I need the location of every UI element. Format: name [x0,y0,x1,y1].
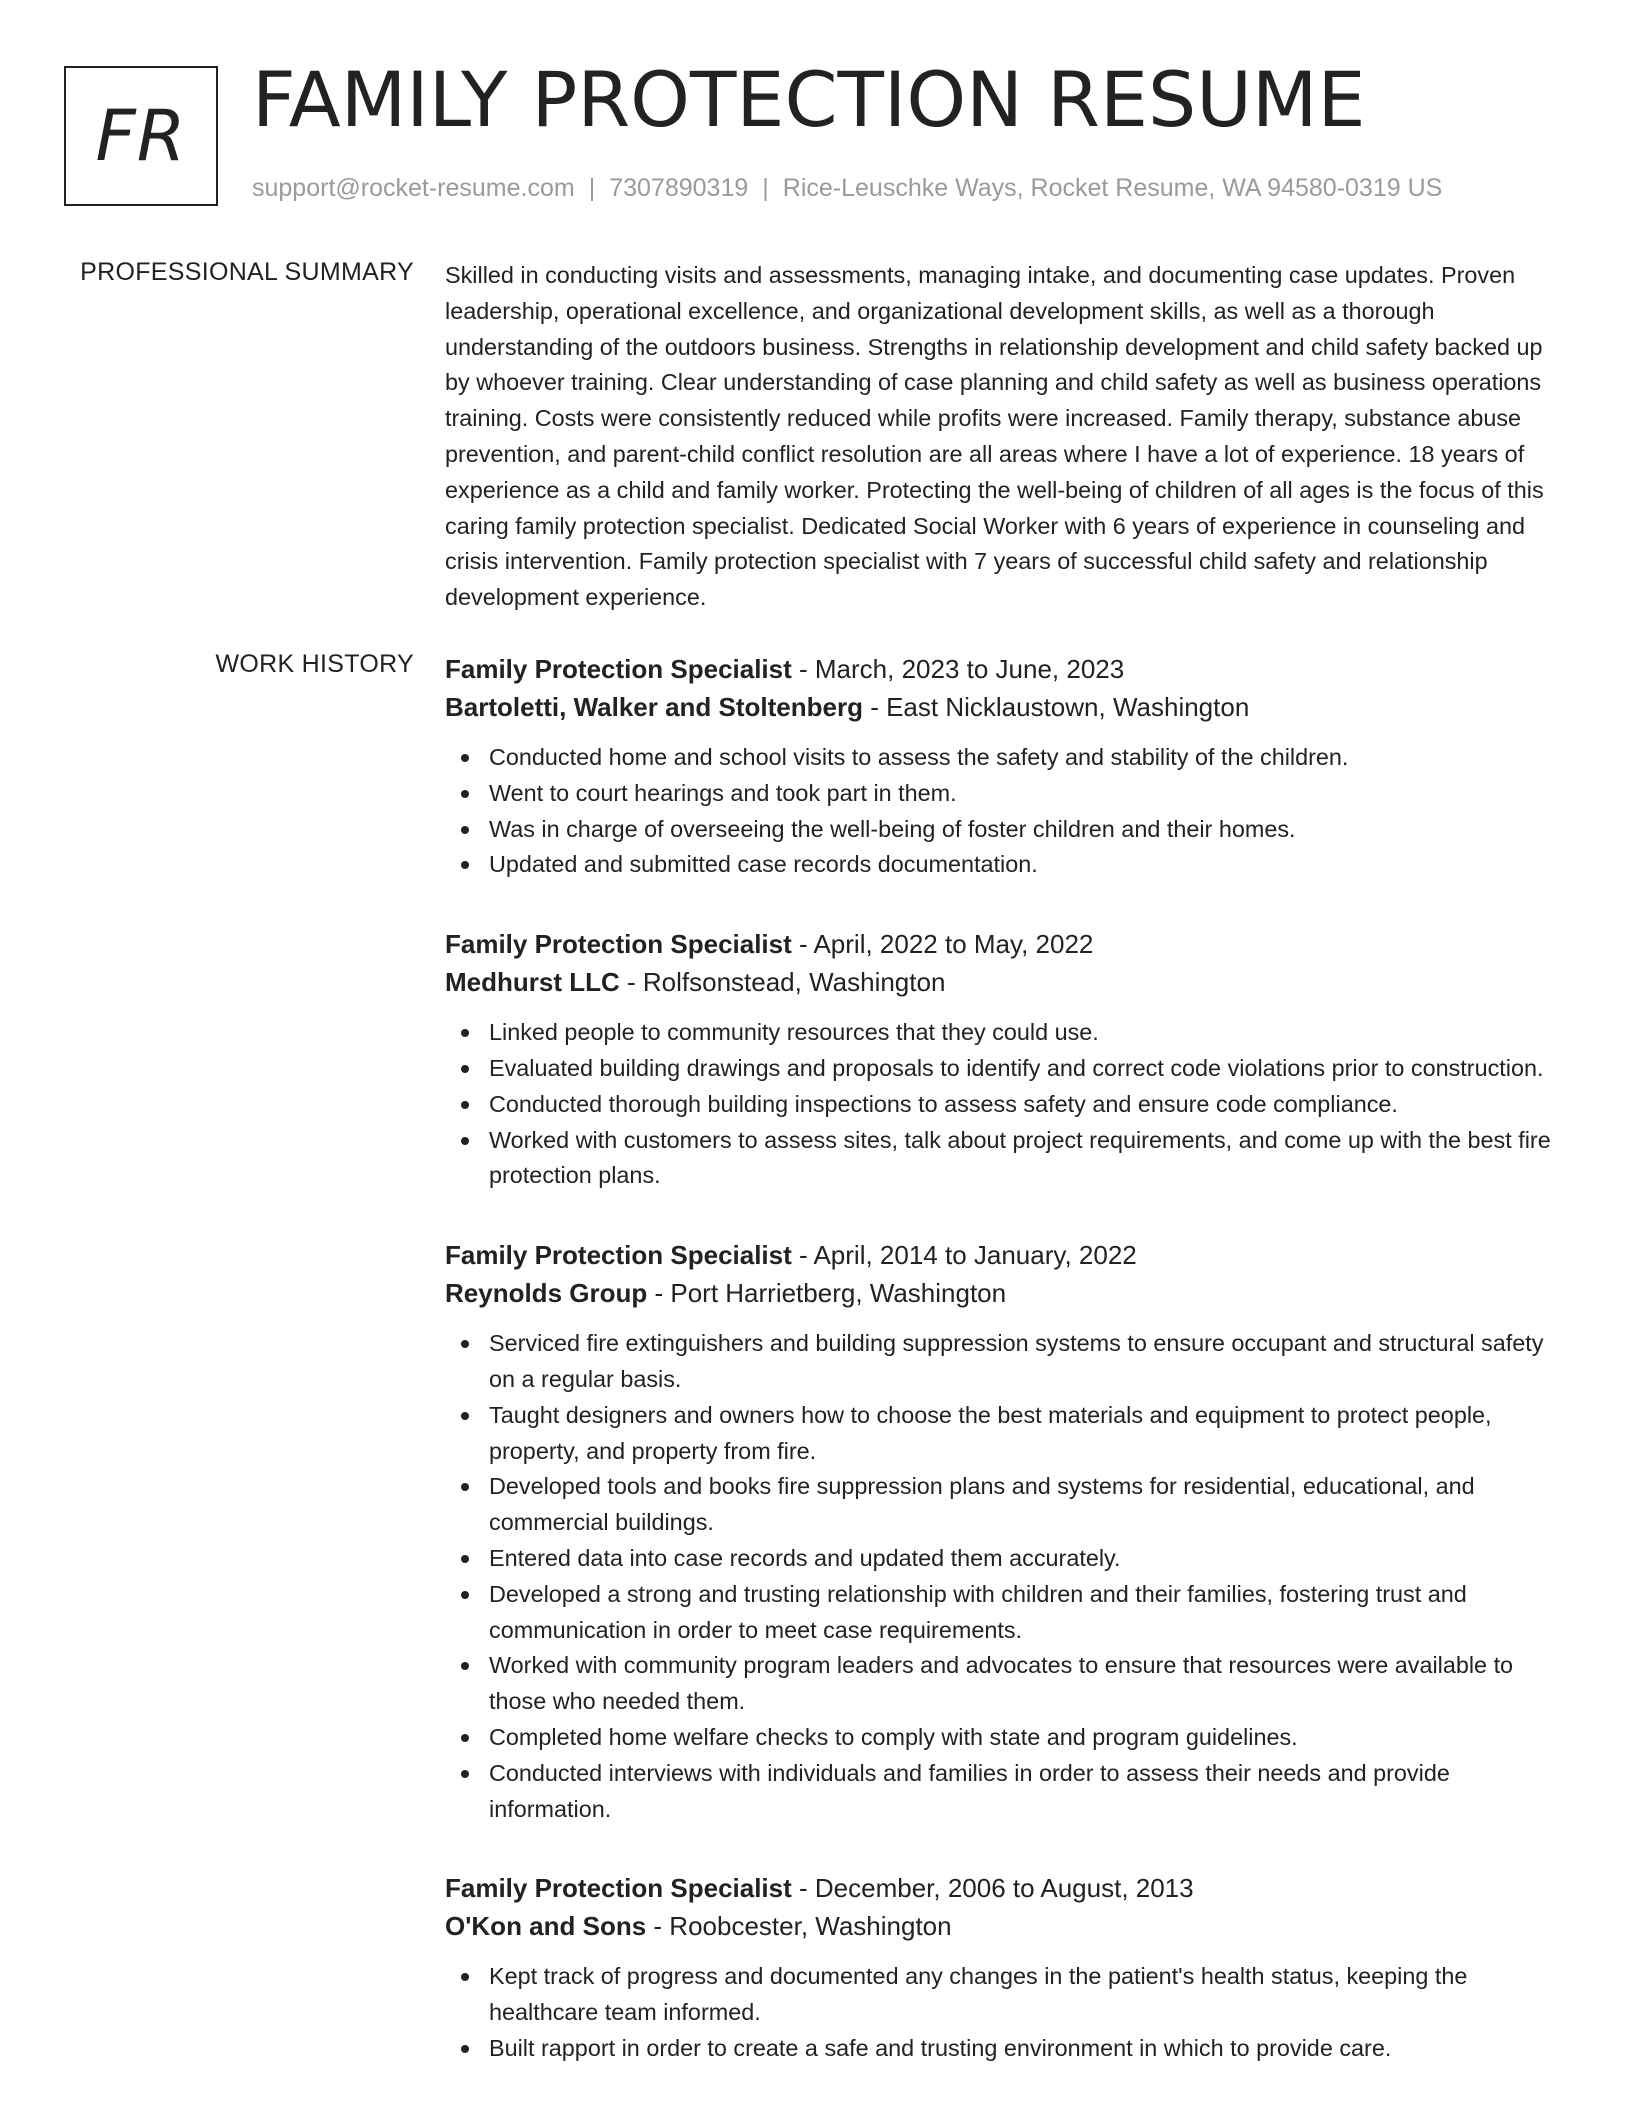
job-bullet [445,776,1563,812]
job-dates: - December, 2006 to August, 2013 [791,1873,1194,1904]
bullet-dot-icon [461,1734,469,1742]
job-bullet-text: Updated and submitted case records documentation. [489,851,1038,878]
contact-separator: | [762,174,769,202]
job-bullet-list [445,1326,1563,1827]
job-bullet-text: Conducted interviews with individuals and families in order to assess their needs and provide information. [489,1759,1450,1822]
job-bullet-list [445,740,1563,883]
job-company: Medhurst LLC [445,967,620,998]
job-title: Family Protection Specialist [445,654,792,684]
job-bullet-text: Was in charge of overseeing the well-being of foster children and their homes. [489,815,1296,842]
bullet-dot-icon [461,861,469,869]
job-bullet-list [445,1959,1563,2066]
bullet-dot-icon [461,826,469,834]
job-title: Family Protection Specialist [445,929,792,960]
bullet-dot-icon [461,790,469,798]
job-location: - East Nicklaustown, Washington [862,692,1250,722]
bullet-dot-icon [461,1483,469,1491]
job-dates: - April, 2022 to May, 2022 [791,929,1094,960]
bullet-dot-icon [461,1340,469,1348]
job-bullet-text: Developed a strong and trusting relationship with children and their families, fostering trust and communication in order to meet case requirements. [489,1580,1467,1643]
job-bullet-text: Entered data into case records and updated them accurately. [489,1544,1121,1571]
job-bullet [445,1756,1563,1828]
bullet-dot-icon [461,1770,469,1778]
job-bullet [445,1469,1563,1541]
bullet-dot-icon [461,1101,469,1109]
job-bullet [445,1648,1563,1720]
job-company-line [445,1907,1563,1945]
bullet-dot-icon [461,2045,469,2053]
job-title: Family Protection Specialist [445,1873,792,1904]
job-bullet [445,847,1563,883]
job-bullet [445,1577,1563,1649]
job-bullet [445,1051,1563,1087]
job-company: Reynolds Group [445,1278,648,1309]
job-dates: - April, 2014 to January, 2022 [791,1240,1137,1271]
job-bullet [445,740,1563,776]
job-bullet-list [445,1015,1563,1194]
bullet-dot-icon [461,1065,469,1073]
job-bullet [445,812,1563,848]
job-dates: - March, 2023 to June, 2023 [791,654,1125,684]
job-location: - Port Harrietberg, Washington [647,1278,1007,1309]
job-title-line [445,925,1563,963]
contact-phone[interactable]: 7307890319 [609,174,749,202]
job-bullet-text: Evaluated building drawings and proposals to identify and correct code violations prior to construction. [489,1054,1544,1081]
job-entry [445,925,1563,1194]
summary-body [445,258,1563,616]
job-company: O'Kon and Sons [445,1911,647,1942]
bullet-dot-icon [461,1591,469,1599]
job-bullet [445,1015,1563,1051]
contact-email[interactable]: support@rocket-resume.com [252,174,575,202]
job-bullet-text: Taught designers and owners how to choose the best materials and equipment to protect people, property, and property from fire. [489,1401,1492,1464]
bullet-dot-icon [461,1973,469,1981]
job-bullet-text: Completed home welfare checks to comply with state and program guidelines. [489,1723,1298,1750]
contact-address: Rice-Leuschke Ways, Rocket Resume, WA 94580-0319 US [782,174,1443,202]
job-company: Bartoletti, Walker and Stoltenberg [445,692,863,722]
work-history-body [445,650,1563,2067]
resume-title: FAMILY PROTECTION RESUME [252,55,1366,144]
job-bullet-text: Went to court hearings and took part in them. [489,779,957,806]
job-company-line [445,1274,1563,1312]
monogram-logo: FR [64,66,218,206]
job-bullet [445,1959,1563,2031]
contact-separator: | [588,174,596,202]
job-entry [445,1236,1563,1827]
job-bullet [445,1720,1563,1756]
job-bullet [445,1398,1563,1470]
work-history-heading: WORK HISTORY [215,650,414,678]
job-title-line [445,650,1563,688]
job-title: Family Protection Specialist [445,1240,792,1271]
job-company-line [445,688,1563,726]
job-bullet [445,1123,1563,1195]
bullet-dot-icon [461,1137,469,1145]
job-bullet-text: Worked with community program leaders and advocates to ensure that resources were available to those who needed them. [489,1652,1514,1715]
job-bullet-text: Worked with customers to assess sites, talk about project requirements, and come up with the best fire protection plans. [489,1126,1551,1189]
bullet-dot-icon [461,1412,469,1420]
bullet-dot-icon [461,754,469,762]
job-title-line [445,1869,1563,1907]
job-bullet-text: Developed tools and books fire suppression plans and systems for residential, educational, and commercial buildings. [489,1473,1475,1536]
bullet-dot-icon [461,1555,469,1563]
job-bullet-text: Serviced fire extinguishers and building suppression systems to ensure occupant and structural safety on a regular basis. [489,1330,1544,1392]
summary-text: Skilled in conducting visits and assessments, managing intake, and documenting case updates. Proven leadership, operational excellence, and organizational development skills, as well as a thorough understanding of the outdoors business. Strengths in relationship development and child safety backed up by whoever training. Clear understanding of case planning and child safety as well as business operations training. Costs were consistently reduced while profits were increased. Family therapy, substance abuse prevention, and parent-child conflict resolution are all areas where I have a lot of experience. 18 years of experience as a child and family worker. Protecting the well-being of children of all ages is the focus of this caring family protection specialist. Dedicated Social Worker with 6 years of experience in counseling and crisis intervention. Family protection specialist with 7 years of successful child safety and relationship development experience. [445,262,1544,611]
bullet-dot-icon [461,1029,469,1037]
summary-heading: PROFESSIONAL SUMMARY [80,258,414,286]
job-company-line [445,963,1563,1001]
job-bullet-text: Kept track of progress and documented any changes in the patient's health status, keeping the healthcare team informed. [489,1963,1468,2026]
job-entry [445,1869,1563,2066]
job-bullet-text: Built rapport in order to create a safe and trusting environment in which to provide care. [489,2034,1392,2061]
job-bullet-text: Conducted home and school visits to assess the safety and stability of the children. [489,744,1349,770]
job-location: - Roobcester, Washington [646,1911,952,1942]
contact-line [252,174,1442,203]
job-location: - Rolfsonstead, Washington [619,967,946,998]
job-bullet [445,1087,1563,1123]
bullet-dot-icon [461,1662,469,1670]
job-bullet [445,2031,1563,2067]
job-bullet [445,1326,1563,1398]
job-title-line [445,1236,1563,1274]
job-entry [445,650,1563,883]
job-bullet-text: Conducted thorough building inspections to assess safety and ensure code compliance. [489,1090,1398,1117]
job-bullet [445,1541,1563,1577]
job-bullet-text: Linked people to community resources that they could use. [489,1019,1099,1046]
